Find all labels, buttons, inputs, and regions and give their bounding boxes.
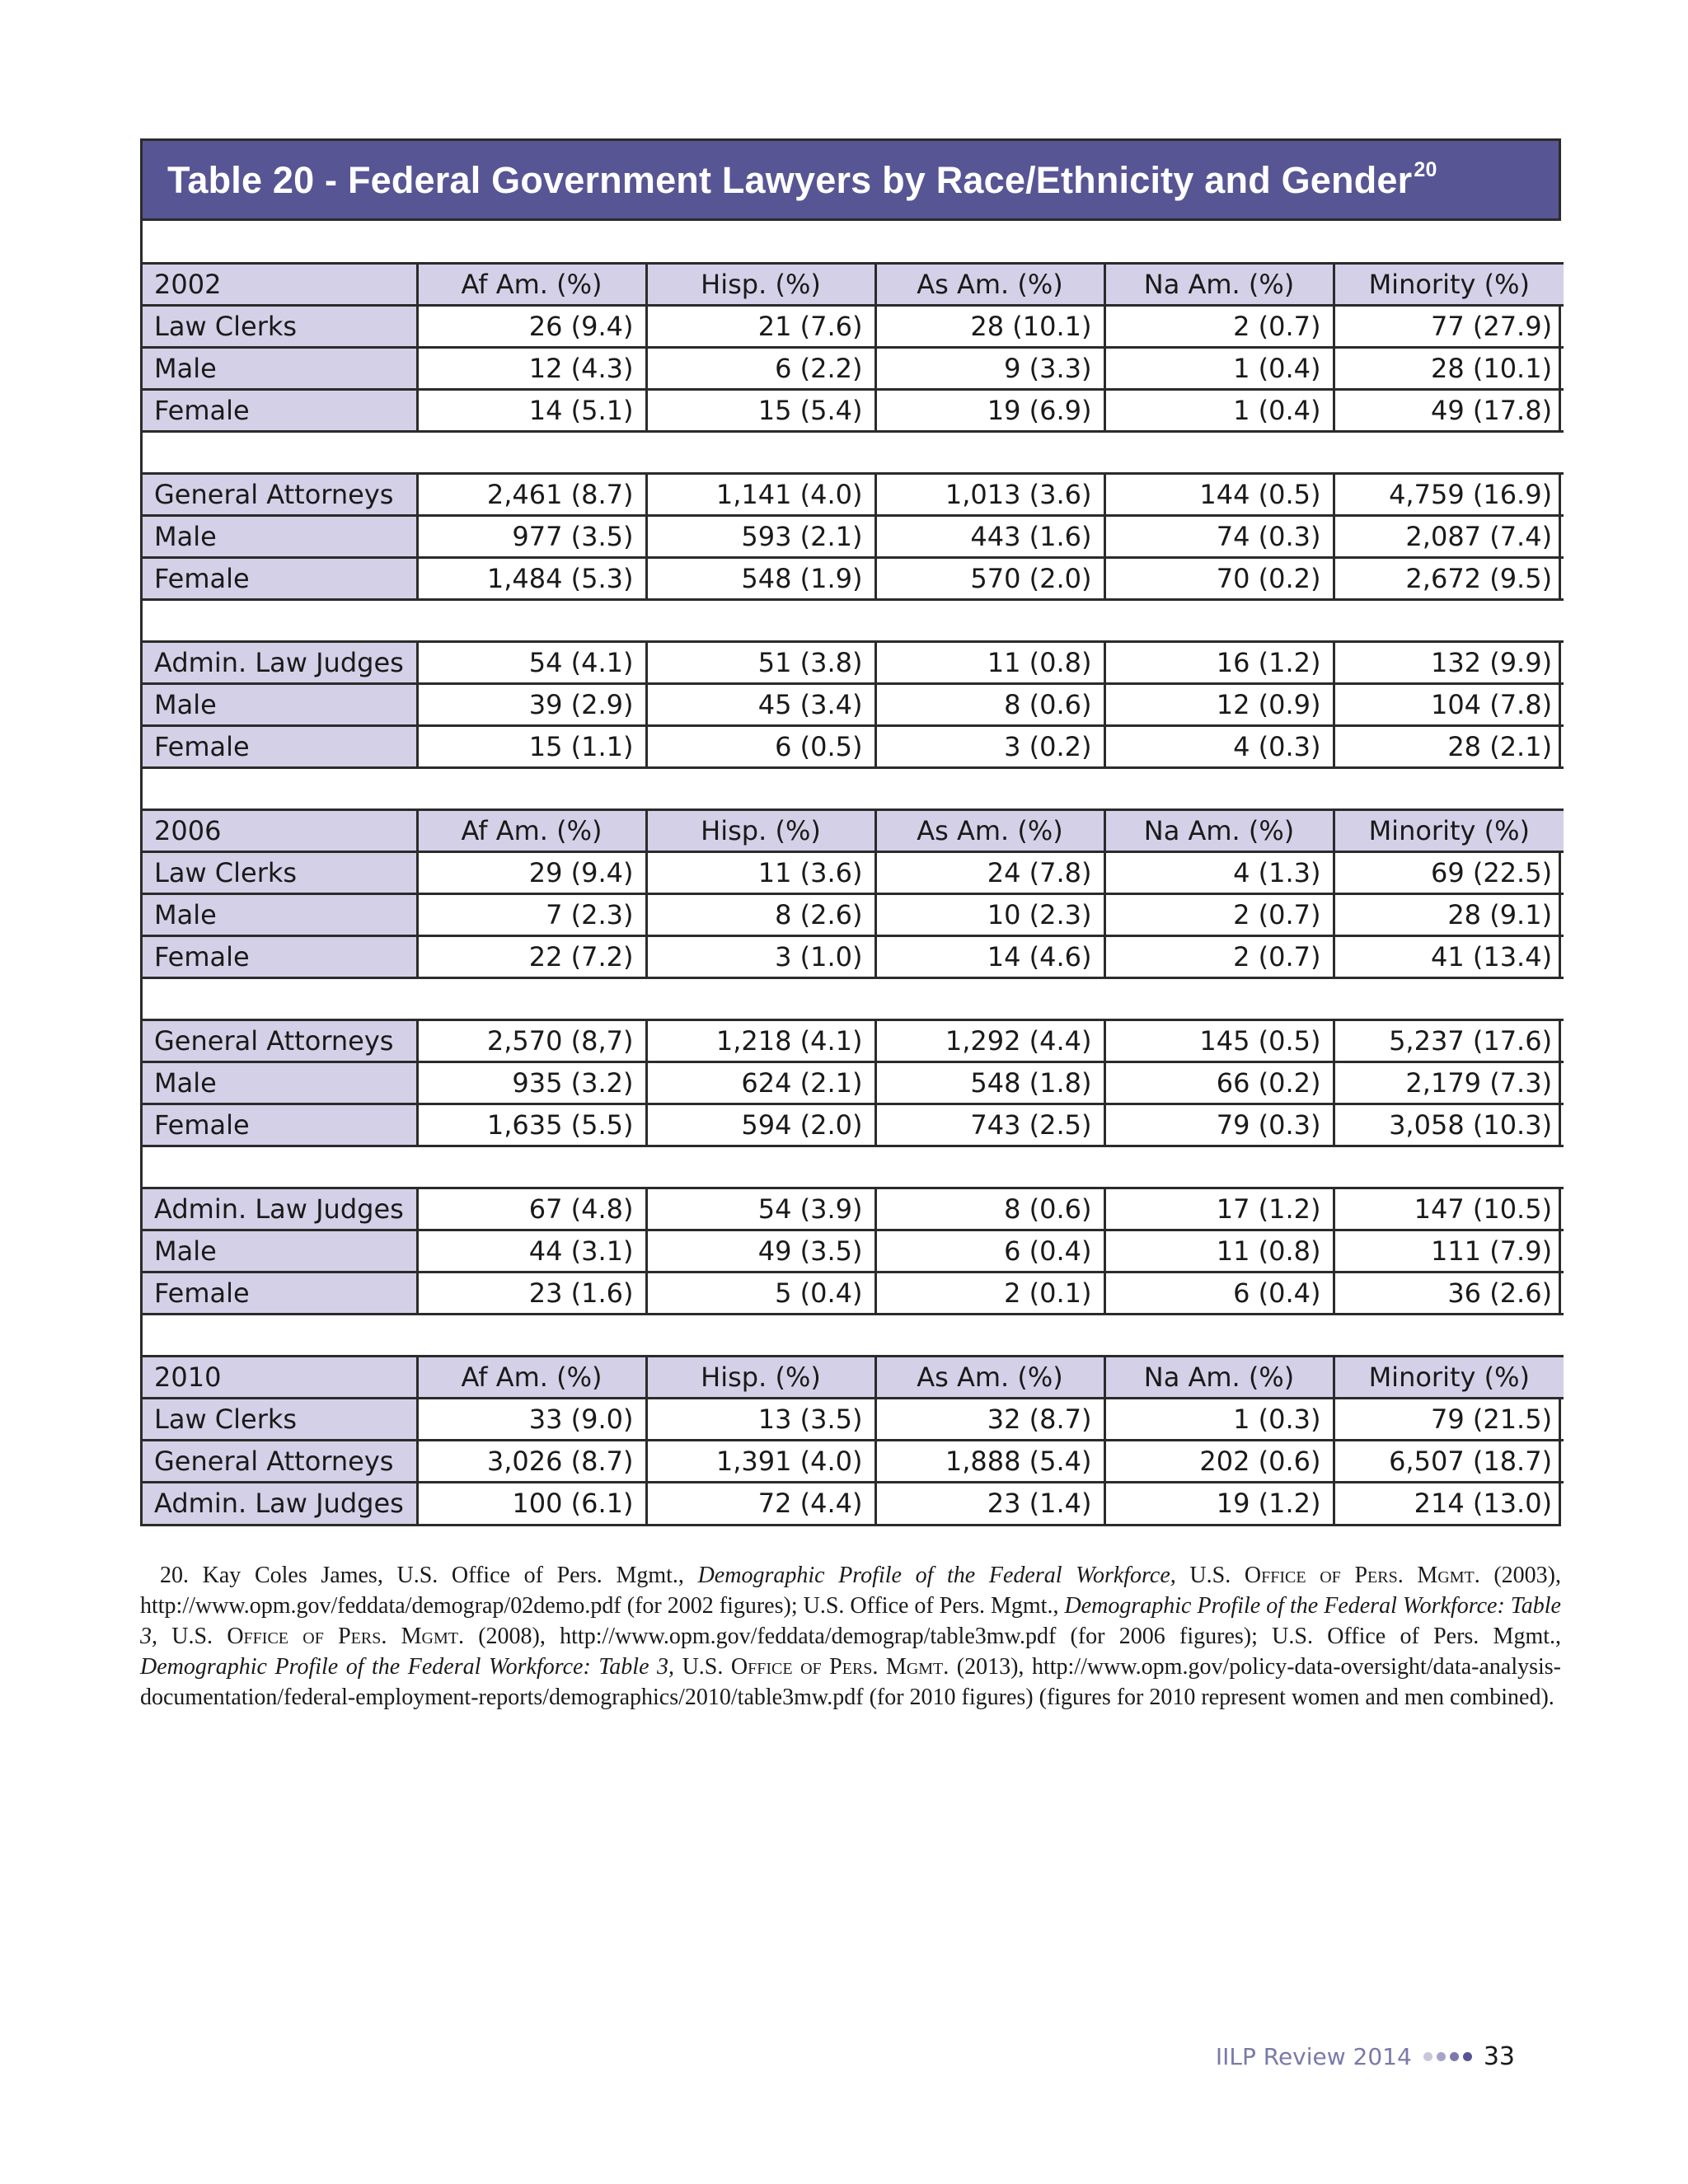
table-row [143, 641, 1564, 683]
table-cell: 1,141 (4.0) [646, 473, 875, 515]
row-label: Male [143, 1230, 417, 1272]
footnote [140, 1560, 1561, 1713]
title-footnote-ref: 20 [1414, 157, 1437, 181]
table-cell: 70 (0.2) [1104, 557, 1334, 599]
table-cell: 743 (2.5) [875, 1104, 1104, 1146]
table-cell: 594 (2.0) [646, 1104, 875, 1146]
table-cell: 23 (1.6) [417, 1272, 646, 1314]
year-header-row [143, 1356, 1564, 1398]
table-cell: 14 (5.1) [417, 389, 646, 431]
table-title [167, 158, 1437, 202]
table-cell: 66 (0.2) [1104, 1062, 1334, 1104]
table-row [143, 557, 1564, 599]
table-cell: 77 (27.9) [1334, 305, 1564, 347]
spacer-row [143, 1314, 1564, 1356]
table-cell: 111 (7.9) [1334, 1230, 1564, 1272]
column-header: Hisp. (%) [646, 809, 875, 851]
column-header: Minority (%) [1334, 809, 1564, 851]
row-label: Female [143, 725, 417, 767]
table-cell: 15 (1.1) [417, 725, 646, 767]
table-cell: 2 (0.1) [875, 1272, 1104, 1314]
footnote-segment: Demographic Profile of the Federal Workforce, [697, 1563, 1176, 1588]
table-cell: 132 (9.9) [1334, 641, 1564, 683]
dot-icon [1437, 2052, 1446, 2061]
table-cell: 32 (8.7) [875, 1398, 1104, 1440]
row-label: Law Clerks [143, 1398, 417, 1440]
column-header: Af Am. (%) [417, 1356, 646, 1398]
table-cell: 5,237 (17.6) [1334, 1019, 1564, 1062]
row-label: Female [143, 1272, 417, 1314]
spacer-cell [143, 1314, 1564, 1356]
table-cell: 100 (6.1) [417, 1482, 646, 1524]
table-cell: 74 (0.3) [1104, 515, 1334, 557]
table-cell: 17 (1.2) [1104, 1188, 1334, 1230]
table-cell: 33 (9.0) [417, 1398, 646, 1440]
table-cell: 1,013 (3.6) [875, 473, 1104, 515]
dot-icon [1423, 2052, 1432, 2061]
table-row [143, 1188, 1564, 1230]
table-cell: 19 (1.2) [1104, 1482, 1334, 1524]
table-row [143, 473, 1564, 515]
row-label: Male [143, 683, 417, 725]
table-row [143, 935, 1564, 977]
table-row [143, 893, 1564, 935]
spacer-cell [143, 977, 1564, 1019]
table-row [143, 347, 1564, 389]
table-cell: 977 (3.5) [417, 515, 646, 557]
table-cell: 44 (3.1) [417, 1230, 646, 1272]
table-cell: 10 (2.3) [875, 893, 1104, 935]
table-row [143, 1019, 1564, 1062]
dot-icon [1450, 2052, 1459, 2061]
table-cell: 49 (17.8) [1334, 389, 1564, 431]
column-header: Na Am. (%) [1104, 809, 1334, 851]
table-row [143, 1440, 1564, 1482]
table-row [143, 851, 1564, 893]
table-title-text: Table 20 - Federal Government Lawyers by Race/Ethnicity and Gender [167, 158, 1413, 201]
table-cell: 2 (0.7) [1104, 935, 1334, 977]
table-cell: 8 (0.6) [875, 683, 1104, 725]
footnote-segment: Office of Pers. Mgmt. [730, 1654, 950, 1680]
table-cell: 79 (21.5) [1334, 1398, 1564, 1440]
row-label: Law Clerks [143, 305, 417, 347]
table-row [143, 389, 1564, 431]
footnote-segment: (2013), http://www.opm.gov/policy-data-oversight/data-analysis-documentation/federal-employment-reports/demographics/2010/table3mw.pdf (for 2010 figures) (figures for 2010 represent women and men combined). [140, 1654, 1561, 1710]
table-cell: 22 (7.2) [417, 935, 646, 977]
footnote-segment: 20. Kay Coles James, U.S. Office of Pers. Mgmt., [160, 1563, 698, 1588]
table-cell: 6 (0.5) [646, 725, 875, 767]
footnote-segment: Demographic Profile of the Federal Workforce: Table 3, [140, 1593, 1561, 1649]
year-header-row [143, 809, 1564, 851]
page-number: 33 [1483, 2042, 1515, 2071]
table-cell: 1,484 (5.3) [417, 557, 646, 599]
spacer-cell [143, 767, 1564, 809]
table-cell: 8 (0.6) [875, 1188, 1104, 1230]
row-label: General Attorneys [143, 1440, 417, 1482]
column-header: As Am. (%) [875, 263, 1104, 305]
spacer-cell [143, 221, 1564, 263]
year-label: 2006 [143, 809, 417, 851]
table-cell: 214 (13.0) [1334, 1482, 1564, 1524]
table-cell: 145 (0.5) [1104, 1019, 1334, 1062]
row-label: Male [143, 1062, 417, 1104]
table-cell: 624 (2.1) [646, 1062, 875, 1104]
table-cell: 12 (0.9) [1104, 683, 1334, 725]
table-cell: 1,292 (4.4) [875, 1019, 1104, 1062]
footnote-segment: U.S. [674, 1654, 731, 1680]
table-cell: 12 (4.3) [417, 347, 646, 389]
table-cell: 6,507 (18.7) [1334, 1440, 1564, 1482]
table-cell: 79 (0.3) [1104, 1104, 1334, 1146]
table-cell: 7 (2.3) [417, 893, 646, 935]
footnote-text [140, 1560, 1561, 1713]
column-header: Na Am. (%) [1104, 263, 1334, 305]
table-cell: 1,888 (5.4) [875, 1440, 1104, 1482]
row-label: Female [143, 935, 417, 977]
table-cell: 104 (7.8) [1334, 683, 1564, 725]
table-cell: 14 (4.6) [875, 935, 1104, 977]
table-cell: 54 (4.1) [417, 641, 646, 683]
table-cell: 16 (1.2) [1104, 641, 1334, 683]
year-label: 2002 [143, 263, 417, 305]
row-label: Male [143, 515, 417, 557]
column-header: Minority (%) [1334, 1356, 1564, 1398]
table-cell: 9 (3.3) [875, 347, 1104, 389]
column-header: Af Am. (%) [417, 263, 646, 305]
table-cell: 2 (0.7) [1104, 893, 1334, 935]
row-label: Law Clerks [143, 851, 417, 893]
table-row [143, 1104, 1564, 1146]
table-cell: 570 (2.0) [875, 557, 1104, 599]
table-cell: 548 (1.9) [646, 557, 875, 599]
table-cell: 69 (22.5) [1334, 851, 1564, 893]
table-cell: 39 (2.9) [417, 683, 646, 725]
table-cell: 8 (2.6) [646, 893, 875, 935]
table-cell: 3 (0.2) [875, 725, 1104, 767]
spacer-row [143, 977, 1564, 1019]
table-row [143, 1272, 1564, 1314]
footnote-segment: Office of Pers. Mgmt. [1244, 1563, 1480, 1588]
footnote-segment: U.S. [157, 1624, 227, 1649]
table-cell: 24 (7.8) [875, 851, 1104, 893]
table-cell: 11 (3.6) [646, 851, 875, 893]
column-header: As Am. (%) [875, 809, 1104, 851]
table-cell: 443 (1.6) [875, 515, 1104, 557]
table-cell: 548 (1.8) [875, 1062, 1104, 1104]
table-cell: 1 (0.3) [1104, 1398, 1334, 1440]
table-cell: 2,672 (9.5) [1334, 557, 1564, 599]
footer-publication-label: IILP Review 2014 [1215, 2043, 1412, 2070]
table-cell: 4 (1.3) [1104, 851, 1334, 893]
row-label: Female [143, 1104, 417, 1146]
row-label: Female [143, 557, 417, 599]
table-cell: 1,635 (5.5) [417, 1104, 646, 1146]
footnote-segment: Demographic Profile of the Federal Workforce: Table 3, [140, 1654, 675, 1680]
table-cell: 3,026 (8.7) [417, 1440, 646, 1482]
table-cell: 29 (9.4) [417, 851, 646, 893]
year-label: 2010 [143, 1356, 417, 1398]
spacer-cell [143, 599, 1564, 641]
table-cell: 45 (3.4) [646, 683, 875, 725]
table-row [143, 1230, 1564, 1272]
spacer-row [143, 599, 1564, 641]
table-cell: 23 (1.4) [875, 1482, 1104, 1524]
table-cell: 2,570 (8,7) [417, 1019, 646, 1062]
table-cell: 54 (3.9) [646, 1188, 875, 1230]
column-header: Af Am. (%) [417, 809, 646, 851]
table-cell: 2 (0.7) [1104, 305, 1334, 347]
table-cell: 13 (3.5) [646, 1398, 875, 1440]
table-cell: 28 (10.1) [875, 305, 1104, 347]
footnote-segment: (2003), http://www.opm.gov/feddata/demograp/02demo.pdf (for 2002 figures); U.S. Office of Pers. Mgmt., [140, 1563, 1562, 1619]
column-header: Hisp. (%) [646, 263, 875, 305]
table-row [143, 1482, 1564, 1524]
dot-icon [1463, 2052, 1472, 2061]
table-row [143, 1398, 1564, 1440]
table-cell: 2,461 (8.7) [417, 473, 646, 515]
table-cell: 4,759 (16.9) [1334, 473, 1564, 515]
table-cell: 1,218 (4.1) [646, 1019, 875, 1062]
table-cell: 51 (3.8) [646, 641, 875, 683]
table-cell: 72 (4.4) [646, 1482, 875, 1524]
table-cell: 11 (0.8) [1104, 1230, 1334, 1272]
table-cell: 6 (0.4) [875, 1230, 1104, 1272]
table-cell: 593 (2.1) [646, 515, 875, 557]
year-header-row [143, 263, 1564, 305]
table-cell: 11 (0.8) [875, 641, 1104, 683]
column-header: Hisp. (%) [646, 1356, 875, 1398]
table-cell: 15 (5.4) [646, 389, 875, 431]
column-header: Minority (%) [1334, 263, 1564, 305]
table-cell: 144 (0.5) [1104, 473, 1334, 515]
table-cell: 21 (7.6) [646, 305, 875, 347]
table-cell: 3,058 (10.3) [1334, 1104, 1564, 1146]
table-cell: 3 (1.0) [646, 935, 875, 977]
table-cell: 1,391 (4.0) [646, 1440, 875, 1482]
table-cell: 2,087 (7.4) [1334, 515, 1564, 557]
footnote-segment: Office of Pers. Mgmt. [227, 1624, 464, 1649]
table-cell: 26 (9.4) [417, 305, 646, 347]
spacer-cell [143, 1146, 1564, 1188]
table-cell: 1 (0.4) [1104, 389, 1334, 431]
table-cell: 202 (0.6) [1104, 1440, 1334, 1482]
row-label: General Attorneys [143, 1019, 417, 1062]
table-row [143, 1062, 1564, 1104]
table-body [143, 221, 1564, 1524]
table-cell: 28 (2.1) [1334, 725, 1564, 767]
row-label: Admin. Law Judges [143, 1482, 417, 1524]
table-cell: 49 (3.5) [646, 1230, 875, 1272]
data-table [143, 221, 1564, 1524]
table-row [143, 725, 1564, 767]
spacer-row [143, 221, 1564, 263]
race-ethnicity-table [140, 138, 1561, 1526]
table-cell: 6 (0.4) [1104, 1272, 1334, 1314]
column-header: Na Am. (%) [1104, 1356, 1334, 1398]
row-label: Admin. Law Judges [143, 641, 417, 683]
table-cell: 28 (9.1) [1334, 893, 1564, 935]
table-cell: 41 (13.4) [1334, 935, 1564, 977]
row-label: Male [143, 347, 417, 389]
spacer-cell [143, 431, 1564, 473]
table-row [143, 683, 1564, 725]
table-cell: 1 (0.4) [1104, 347, 1334, 389]
spacer-row [143, 431, 1564, 473]
footnote-segment: U.S. [1175, 1563, 1245, 1588]
table-row [143, 515, 1564, 557]
page-footer [1216, 2042, 1515, 2071]
table-cell: 67 (4.8) [417, 1188, 646, 1230]
spacer-row [143, 767, 1564, 809]
row-label: General Attorneys [143, 473, 417, 515]
table-cell: 5 (0.4) [646, 1272, 875, 1314]
table-cell: 147 (10.5) [1334, 1188, 1564, 1230]
footnote-segment: (2008), http://www.opm.gov/feddata/demograp/table3mw.pdf (for 2006 figures); U.S. Office of Pers. Mgmt., [463, 1624, 1562, 1649]
row-label: Male [143, 893, 417, 935]
table-cell: 2,179 (7.3) [1334, 1062, 1564, 1104]
table-cell: 6 (2.2) [646, 347, 875, 389]
table-cell: 19 (6.9) [875, 389, 1104, 431]
footer-dots-decoration [1423, 2052, 1472, 2061]
column-header: As Am. (%) [875, 1356, 1104, 1398]
row-label: Female [143, 389, 417, 431]
table-row [143, 305, 1564, 347]
spacer-row [143, 1146, 1564, 1188]
table-cell: 4 (0.3) [1104, 725, 1334, 767]
table-cell: 36 (2.6) [1334, 1272, 1564, 1314]
table-title-bar [143, 141, 1559, 221]
row-label: Admin. Law Judges [143, 1188, 417, 1230]
table-cell: 28 (10.1) [1334, 347, 1564, 389]
table-cell: 935 (3.2) [417, 1062, 646, 1104]
